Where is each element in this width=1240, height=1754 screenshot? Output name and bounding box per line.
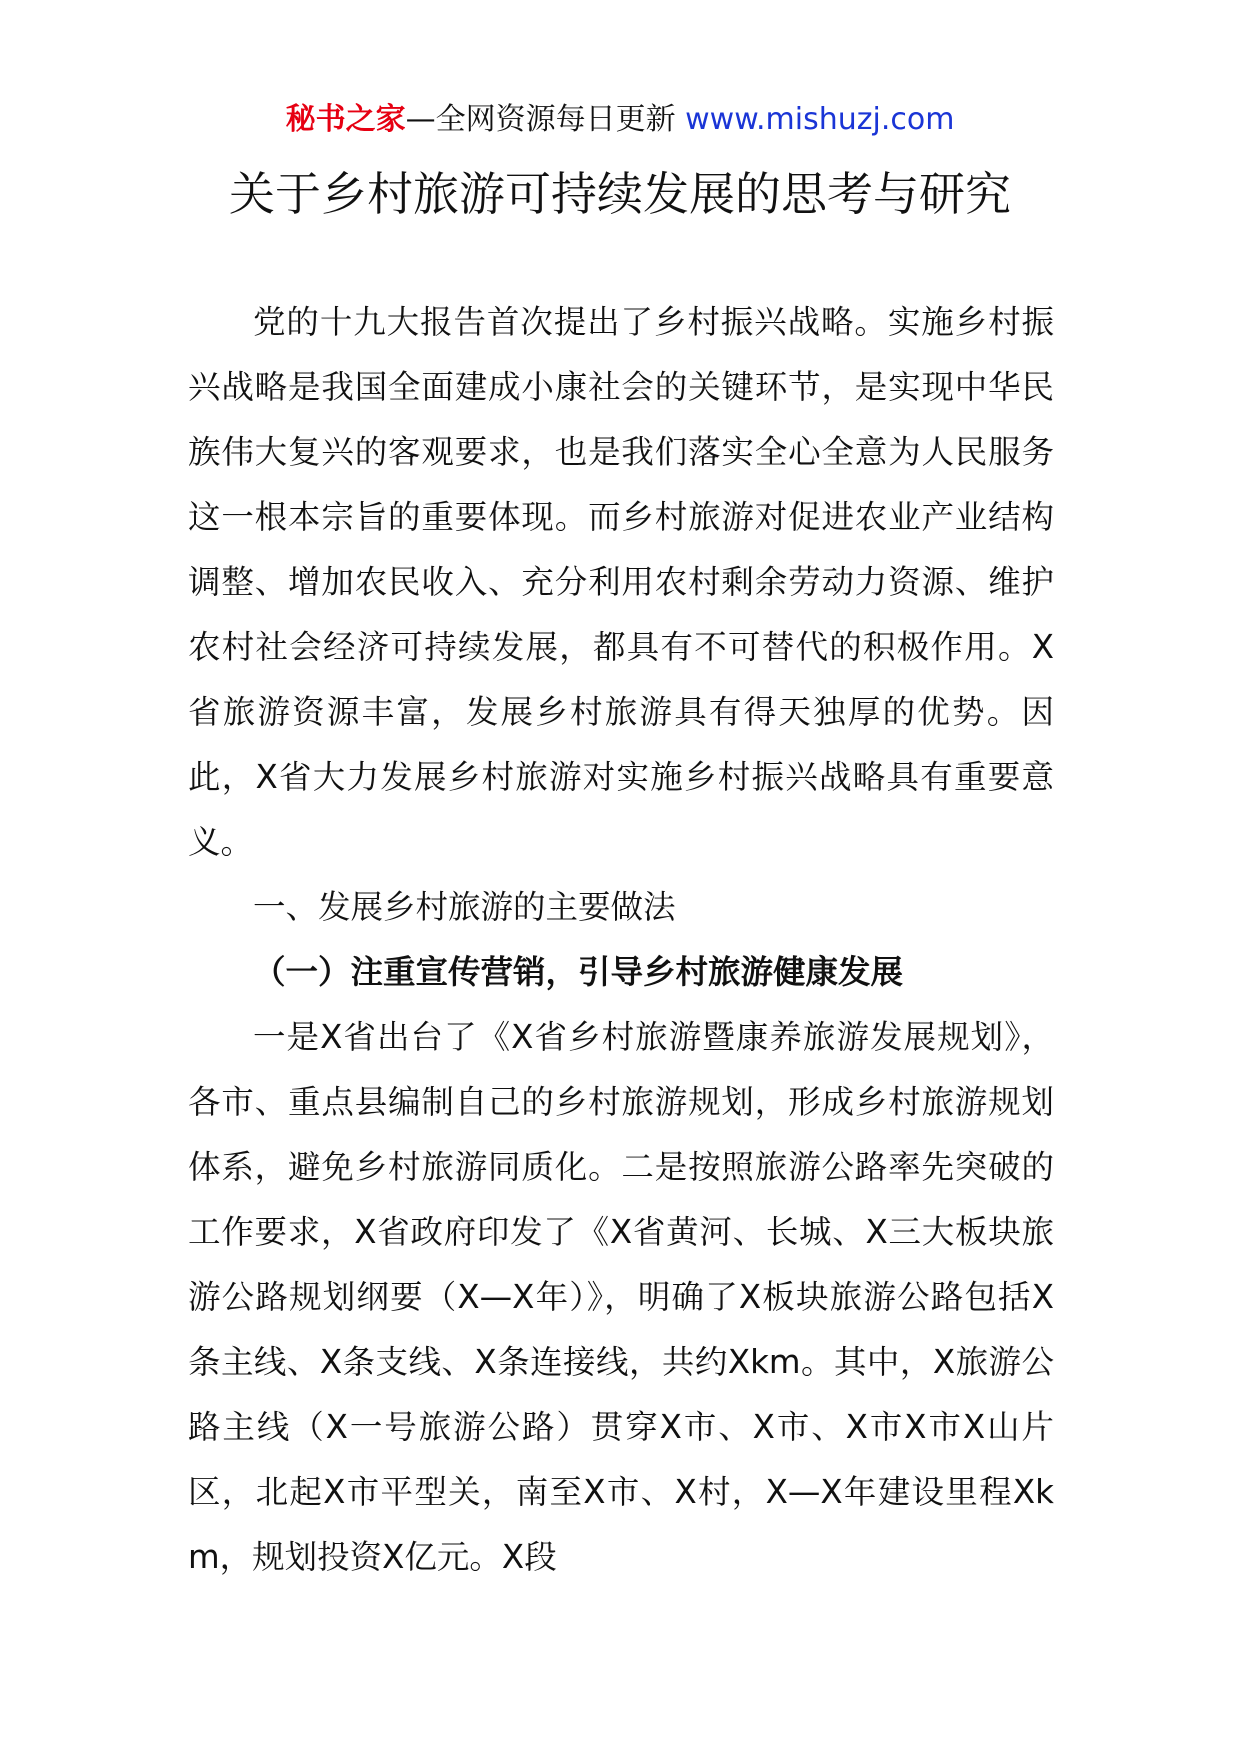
- document-body: [188, 290, 1054, 1590]
- section-heading: 一、发展乡村旅游的主要做法: [253, 888, 676, 926]
- site-header: [0, 100, 1240, 140]
- subsection-heading: （一）注重宣传营销，引导乡村旅游健康发展: [253, 953, 904, 991]
- site-url-link[interactable]: www.mishuzj.com: [685, 102, 955, 137]
- brand-name: 秘书之家: [285, 102, 406, 137]
- document-title: 关于乡村旅游可持续发展的思考与研究: [229, 167, 1011, 221]
- body-paragraph: 一是X省出台了《X省乡村旅游暨康养旅游发展规划》，各市、重点县编制自己的乡村旅游规划，形成乡村旅游规划体系，避免乡村旅游同质化。二是按照旅游公路率先突破的工作要求，X省政府印发了《X省黄河、长城、X三大板块旅游公路规划纲要（X—X年）》，明确了X板块旅游公路包括X条主线、X条支线、X条连接线，共约Xkm。其中，X旅游公路主线（X一号旅游公路）贯穿X市、X市、X市X市X山片区，北起X市平型关，南至X市、X村，X—X年建设里程Xkm，规划投资X亿元。X段: [188, 1018, 1054, 1576]
- intro-paragraph: 党的十九大报告首次提出了乡村振兴战略。实施乡村振兴战略是我国全面建成小康社会的关键环节，是实现中华民族伟大复兴的客观要求，也是我们落实全心全意为人民服务这一根本宗旨的重要体现。而乡村旅游对促进农业产业结构调整、增加农民收入、充分利用农村剩余劳动力资源、维护农村社会经济可持续发展，都具有不可替代的积极作用。X省旅游资源丰富，发展乡村旅游具有得天独厚的优势。因此，X省大力发展乡村旅游对实施乡村振兴战略具有重要意义。: [188, 303, 1054, 861]
- header-slogan: —全网资源每日更新: [405, 102, 686, 137]
